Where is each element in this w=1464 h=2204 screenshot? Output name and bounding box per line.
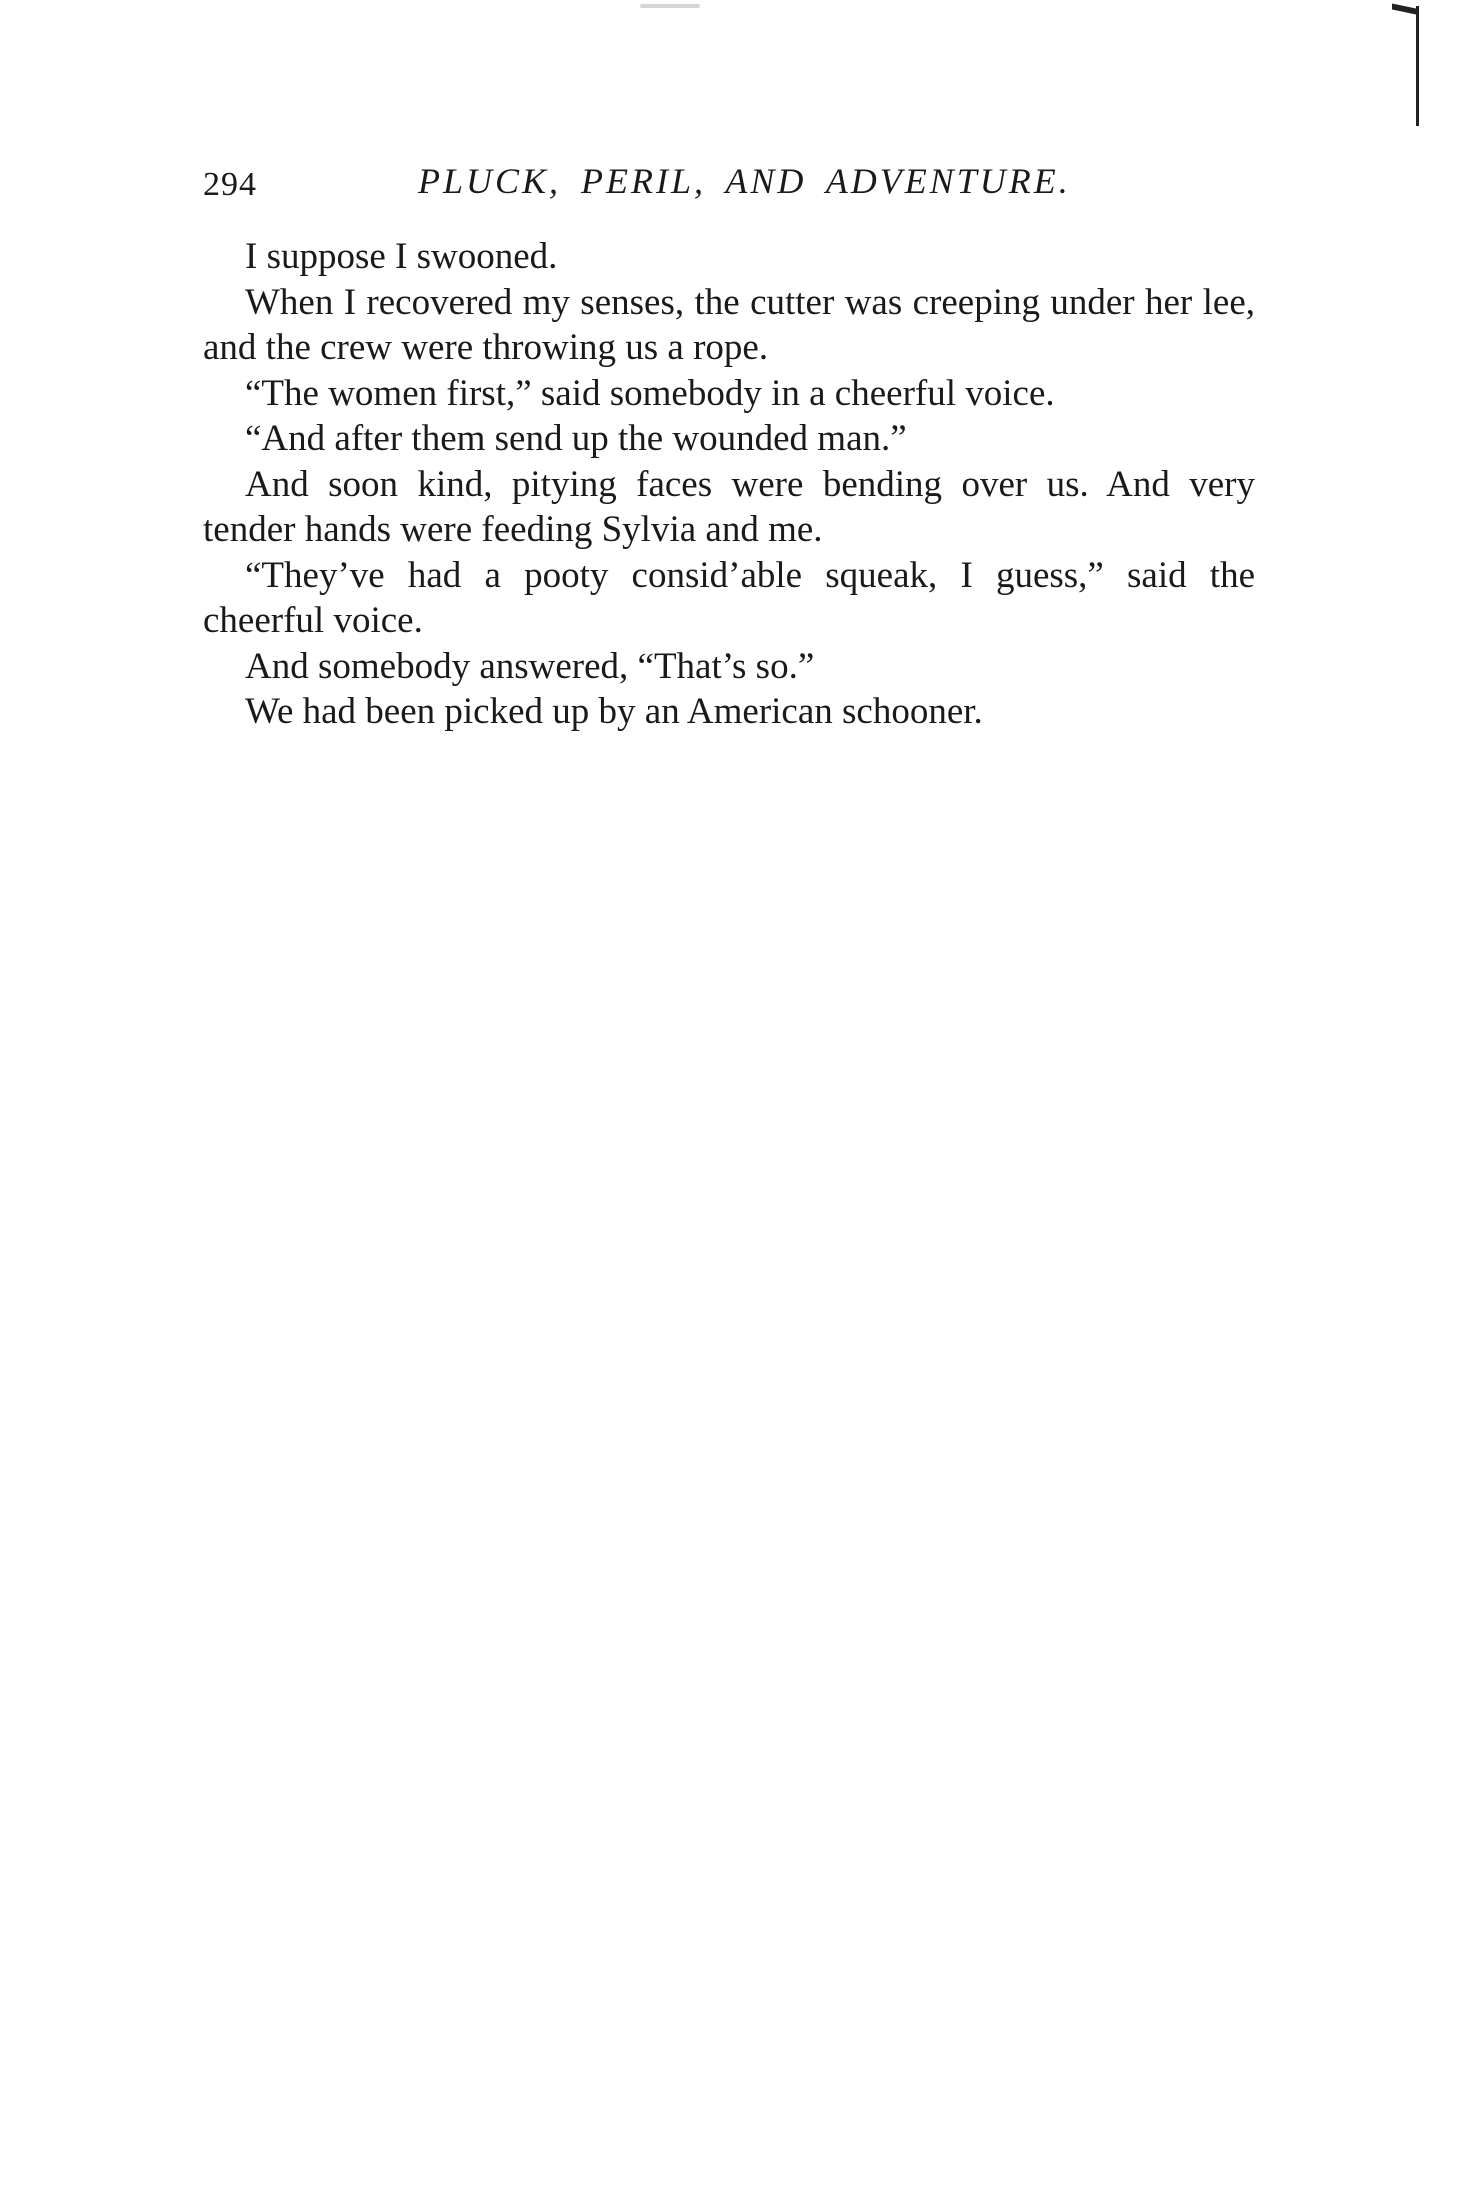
paragraph: And soon kind, pitying faces were bending over us. And very tender hands were feeding Sylvia and me.: [203, 463, 1255, 550]
scan-smudge: [640, 4, 700, 8]
edge-mark-bar: [1416, 6, 1419, 126]
paragraph: We had been picked up by an American schooner.: [245, 691, 983, 732]
paragraph: “And after them send up the wounded man.”: [245, 418, 907, 459]
paragraph: “The women first,” said somebody in a cheerful voice.: [245, 372, 1055, 414]
paragraph: “They’ve had a pooty consid’able squeak, I guess,” said the cheerful voice.: [203, 554, 1255, 641]
running-title: PLUCK, PERIL, AND ADVENTURE.: [418, 161, 1071, 201]
paragraph: I suppose I swooned.: [245, 236, 558, 277]
running-head: [203, 160, 1258, 210]
edge-mark-hook: [1392, 3, 1416, 14]
page-edge-mark: [1410, 6, 1424, 126]
paragraph: When I recovered my senses, the cutter was creeping under her lee, and the crew were throwing us a rope.: [203, 281, 1255, 368]
body-text: [203, 234, 1255, 735]
paragraph: And somebody answered, “That’s so.”: [245, 645, 815, 687]
page-number: 294: [203, 166, 257, 203]
